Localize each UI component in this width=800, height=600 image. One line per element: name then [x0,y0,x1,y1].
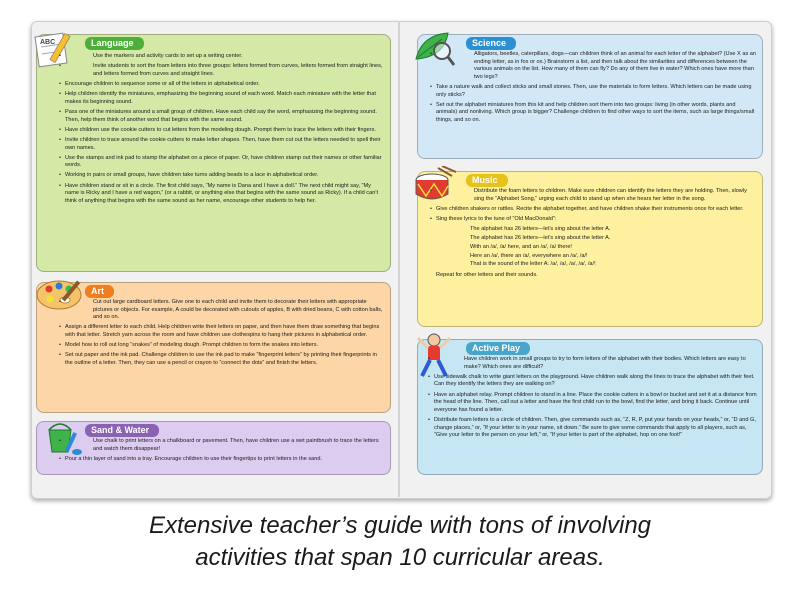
caption-line-1: Extensive teacher’s guide with tons of involving [148,512,652,539]
sand-water-item: • Pour a thin layer of sand into a tray. Encourage children to use their fingertips to print letters in the sand. [59,456,385,464]
science-item: • Alligators, beetles, caterpillars, dogs—can children think of an animal for each letter of the alphabet? (Use X as an ending letter, as in fox or ox.) Brainstorm a list, and then talk about the similarities and differences between the various animals on the list. How many of them can fly? Do any of them live in water? Which ones have more than two legs? [430,51,758,81]
active-play-item: • Distribute foam letters to a circle of children. Then, give commands such as, “Z, R, P, put your hands on your heads,” or, “D and G, change places,” or, “If your letter is in your name, sit down.” Be sure to give some commands that apply to all players, such as, “Give your letter to the person on your left,” or, “If your letter is part of the alphabet, hop on one foot!” [428,417,758,440]
active-play-item: • Use sidewalk chalk to write giant letters on the playground. Have children walk along the lines to trace the alphabet with their feet. Can they identify the letters they are walking on? [428,374,758,389]
active-play-item: • Have children work in small groups to try to form letters of the alphabet with their bodies. Which letters are easy to make? Which ones are difficult? [428,356,758,371]
guide-spine [398,21,400,497]
language-item: • Use the stamps and ink pad to stamp the alphabet on a piece of paper. Or, have children stamp out their names or other familiar words. [59,155,385,170]
language-item: • Working in pairs or small groups, have children take turns adding beads to a lace in alphabetical order. [59,172,385,180]
language-card [36,34,391,272]
svg-text:ABC: ABC [40,39,56,46]
sand-water-item: • Use chalk to print letters on a chalkboard or pavement. Then, have children use a wet paintbrush to trace the letters and watch them disappear! [59,438,385,453]
music-closing: Repeat for other letters and their sounds. [436,271,538,278]
language-item: • Invite students to sort the foam letters into three groups: letters formed from curves, letters formed from straight lines, and letters formed from curves and straight lines. [59,63,385,78]
music-list [430,188,758,282]
art-card [36,282,391,413]
science-list [430,51,758,127]
music-lyric: That is the sound of the letter A: /a/, /a/, /a/, /a/, /a/! [470,261,596,268]
music-lyric: The alphabet has 26 letters—let’s sing about the letter A. [470,234,611,241]
language-item: • Pass one of the miniatures around a small group of children. Have each child say the word, emphasizing the beginning sound. Then, help them think of another word that begins with the same sound. [59,109,385,124]
sand-water-title: Sand & Water [85,424,159,437]
language-item: • Encourage children to sequence some or all of the letters in alphabetical order. [59,81,385,89]
science-item: • Set out the alphabet miniatures from this kit and help children sort them into two groups: living (in other words, plants and animals) and nonliving. Which group is bigger? Challenge children to find other ways to sort the items, such as large things/small things, and so on. [430,102,758,125]
music-card [417,171,763,327]
sand-water-card [36,421,391,475]
science-title: Science [466,37,516,50]
language-item: • Have children stand or sit in a circle. The first child says, “My name is Dana and I have a doll.” The next child might say, “My name is Ricky and I have a red wagon,” (or a rabbit, or anything else that begins with the same sound as Ricky). If a child can’t think of anything that begins with the same sound as her name, encourage other students to help her. [59,183,385,206]
language-item: • Invite children to trace around the cookie cutters to make letter shapes. Then, have them cut out the letters needed to spell their own names. [59,137,385,152]
art-item: • Set out paper and the ink pad. Challenge children to use the ink pad to make “fingerprint letters” by printing their fingerprints in the outline of a letter. Then, they can use a pencil or crayon to “connect the dots” and finish the letters. [59,352,385,367]
active-play-card [417,339,763,475]
caption-line-2: activities that span 10 curricular areas. [195,544,605,571]
language-list [59,53,385,208]
art-item: • Assign a different letter to each child. Help children write their letters on paper, and then have them draw something that begins with that letter. Stretch yarn across the room and have children use clothespins to hang their pictures in alphabetical order. [59,324,385,339]
active-play-list [428,356,758,442]
sand-water-list [59,438,385,466]
music-item: • Sing these lyrics to the tune of “Old MacDonald”: [430,216,758,224]
music-item: • Distribute the foam letters to children. Make sure children can identify the letters they are holding. Then, slowly sing the “Alphabet Song,” urging each child to stand up when she hears her letter in the song. [430,188,758,203]
active-play-title: Active Play [466,342,530,355]
language-item: • Use the markers and activity cards to set up a writing center. [59,53,385,61]
language-item: • Have children use the cookie cutters to cut letters from the modeling dough. Prompt them to trace the letters with their fingers. [59,127,385,135]
science-item: • Take a nature walk and collect sticks and small stones. Then, use the materials to form letters. Which letters can be made using only sticks? [430,84,758,99]
music-item: • Give children shakers or rattles. Recite the alphabet together, and have children shake their instruments once for each letter. [430,206,758,214]
music-title: Music [466,174,508,187]
music-lyric: The alphabet has 26 letters—let’s sing about the letter A. [470,226,611,233]
art-item: • Cut out large cardboard letters. Give one to each child and invite them to decorate their letters with appropriate pictures or objects. For example, A could be decorated with cutouts of apples, B with dried beans, C with cotton balls, and so on. [59,299,385,322]
art-title: Art [85,285,114,298]
art-list [59,299,385,370]
art-item: • Model how to roll out long “snakes” of modeling dough. Prompt children to form the snakes into letters. [59,342,385,350]
language-item: • Help children identify the miniatures, emphasizing the beginning sound of each word. Match each miniature with the letter that makes its beginning sound. [59,91,385,106]
active-play-item: • Have an alphabet relay. Prompt children to stand in a line. Place the cookie cutters in a bowl or bucket and set it at a distance from the head of the line. Then, call out a letter and have the first child run to the bowl, find the letter, and bring it back. Continue until everyone has found a letter. [428,392,758,415]
music-lyric: With an /a/, /a/ here, and an /a/, /a/ there! [470,243,572,250]
science-card [417,34,763,159]
music-lyric: Here an /a/, there an /a/, everywhere an /a/, /a/! [470,252,588,259]
language-title: Language [85,37,144,50]
